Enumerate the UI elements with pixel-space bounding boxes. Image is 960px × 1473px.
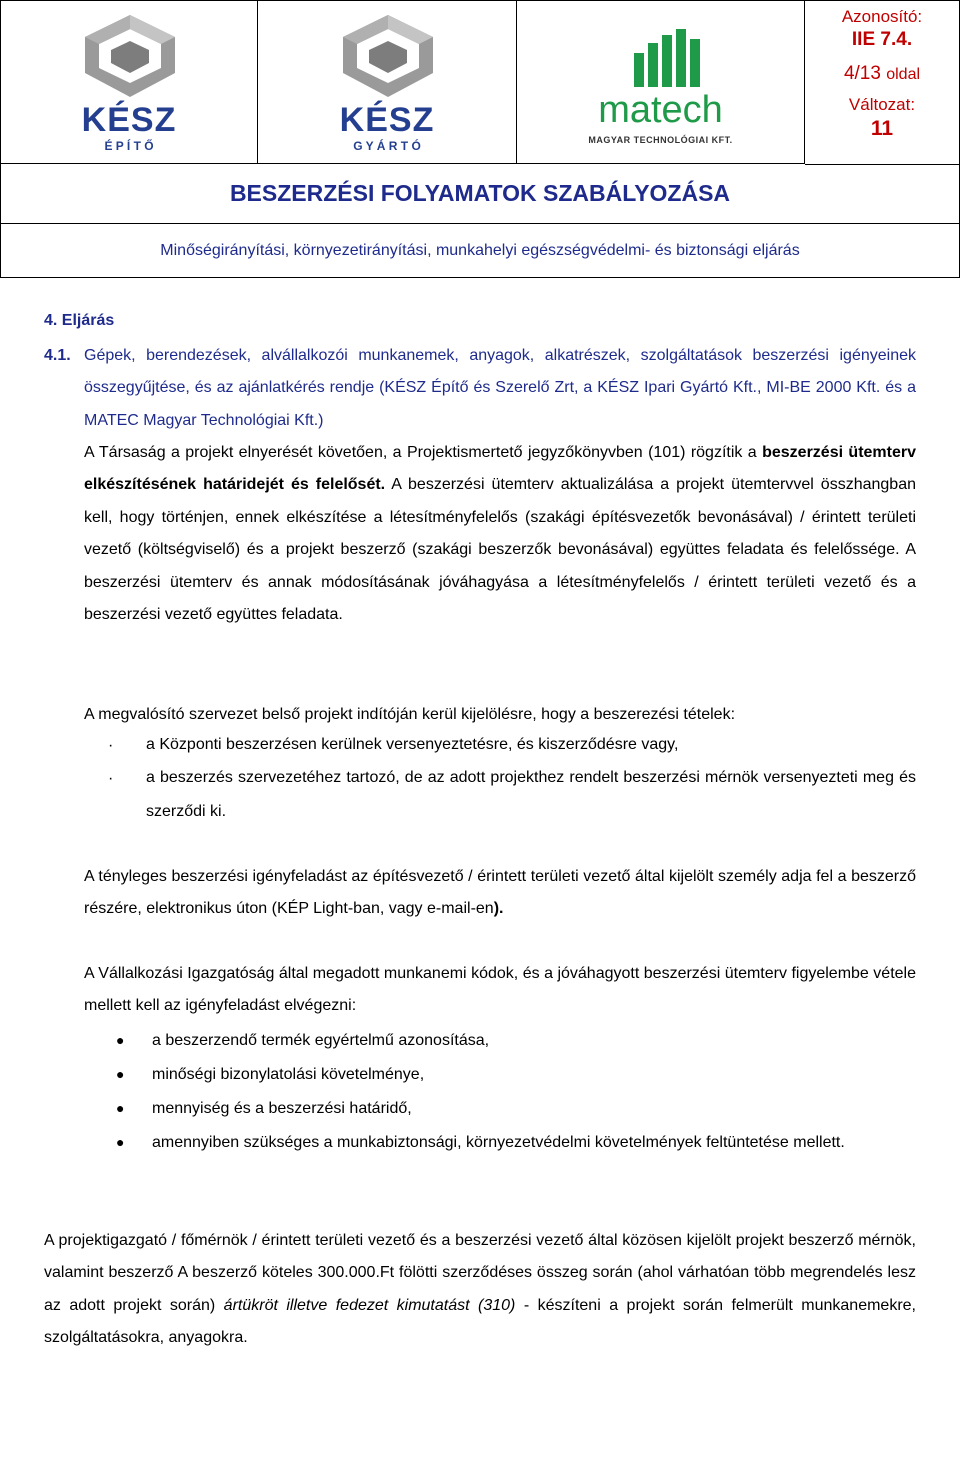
bullet-icon: ● <box>116 1066 125 1082</box>
section-heading: 4. Eljárás <box>44 312 115 329</box>
list-item: a Központi beszerzésen kerülnek versenyeztetésre, és kiszerződésre vagy, <box>146 736 679 753</box>
paragraph-request <box>84 861 916 926</box>
p5-italic: ártükröt illetve fedezet kimutatást (310) <box>223 1296 516 1314</box>
p3-text: A tényleges beszerzési igényfeladást az építésvezető / érintett területi vezető által kijelölt személy adja fel a beszerző részére, elektronikus úton (KÉP Light-ban, vagy e-mail-en <box>84 868 916 918</box>
document-title: BESZERZÉSI FOLYAMATOK SZABÁLYOZÁSA <box>1 164 959 224</box>
list-item: a beszerzendő termék egyértelmű azonosítása, <box>152 1032 490 1049</box>
subsection-number: 4.1. <box>44 347 71 364</box>
id-value: IIE 7.4. <box>851 29 913 50</box>
paragraph-schedule <box>84 437 916 631</box>
list-dot-icon: · <box>108 770 114 787</box>
logo-sub: G Y Á R T Ó <box>353 139 421 153</box>
paragraph-price-mirror <box>44 1225 916 1355</box>
list-item: a beszerzés szervezetéhez tartozó, de az adott projekthez rendelt beszerzési mérnök versenyezteti meg és szerződi ki. <box>146 769 916 820</box>
kesz-cube-logo-icon <box>75 13 185 101</box>
p1-rest: A beszerzési ütemterv aktualizálása a projekt ütemtervvel összhangban kell, hogy történjen, ennek elkészítése a létesítményfelelős (szakági építésvezetők bevonásával) / érintett területi vezető (költségviselő) és a projekt beszerző (szakági beszerzők bevonásával) együttes feladata és felelőssége. A beszerzési ütemterv és annak módosításának jóváhagyása a létesítményfelelős / érintett területi vezető és a beszerzési vezető együttes feladata. <box>84 476 916 624</box>
version-label: Változat: <box>848 95 916 114</box>
logo-cell-matech <box>517 1 805 164</box>
logo-brand: KÉSZ <box>339 101 435 139</box>
p1-intro: A Társaság a projekt elnyerését követően, a Projektismertető jegyzőkönyvben (101) rögzítik a <box>84 444 763 461</box>
document-header <box>0 0 960 278</box>
list-item: minőségi bizonylatolási követelménye, <box>152 1066 425 1083</box>
p5-intro: A projektigazgató / főmérnök / érintett területi vezető és a beszerzési vezető által közösen kijelölt projekt beszerző mérnök, valamint beszerző A beszerző köteles 300.000.Ft fölötti szerződéses összeg során (ahol várhatóan több megrendelés lesz az adott projekt során) <box>44 1232 916 1314</box>
logo-sub: MAGYAR TECHNOLÓGIAI KFT. <box>588 135 733 145</box>
paragraph-work-codes: A Vállalkozási Igazgatóság által megadott munkanemi kódok, és a jóváhagyott beszerzési ütemterv figyelembe vétele mellett kell az igényfeladást elvégezni: <box>84 965 916 1015</box>
document-subtitle: Minőségirányítási, környezetirányítási, munkahelyi egészségvédelmi- és biztonsági eljárás <box>160 241 800 259</box>
paragraph-organization: A megvalósító szervezet belső projekt indítóján kerül kijelölésre, hogy a beszerezési tételek: <box>84 706 736 723</box>
subsection-title: Gépek, berendezések, alvállalkozói munkanemek, anyagok, alkatrészek, szolgáltatások beszerzési igényeinek összegyűjtése, és az ajánlatkérés rendje (KÉSZ Építő és Szerelő Zrt, a KÉSZ Ipari Gyártó Kft., MI-BE 2000 Kft. és a MATEC Magyar Technológiai Kft.) <box>84 347 916 429</box>
list-dot-icon: · <box>108 737 114 754</box>
list-item: mennyiség és a beszerzési határidő, <box>152 1100 412 1117</box>
logo-cell-kesz-epito <box>1 1 258 164</box>
bullet-icon: ● <box>116 1134 125 1150</box>
matech-bars-logo-icon <box>632 29 702 89</box>
id-label: Azonosító: <box>841 7 923 26</box>
page-indicator <box>805 63 959 85</box>
p5-rest: - készíteni a projekt során felmerült munkanemekre, szolgáltatásokra, anyagokra. <box>44 1296 917 1347</box>
p1-deadline-bold: beszerzési ütemterv elkészítésének határidejét és felelősét. <box>84 444 917 494</box>
bullet-icon: ● <box>116 1100 125 1116</box>
subsection-4-1 <box>44 340 916 437</box>
list-item: amennyiben szükséges a munkabiztonsági, környezetvédelmi követelmények feltüntetése mellett. <box>152 1134 845 1151</box>
kesz-cube-logo-icon <box>333 13 443 101</box>
document-id-cell <box>805 1 959 165</box>
logo-cell-kesz-gyarto <box>258 1 517 164</box>
p3-close: ). <box>493 900 504 918</box>
page-number: 4/13 <box>843 63 881 84</box>
logo-brand: KÉSZ <box>81 101 177 139</box>
bullet-icon: ● <box>116 1032 125 1048</box>
page-unit: oldal <box>886 66 921 83</box>
version-value: 11 <box>870 117 894 140</box>
logo-sub: É P Í T Ő <box>104 139 154 153</box>
logo-brand: matech <box>598 89 723 131</box>
